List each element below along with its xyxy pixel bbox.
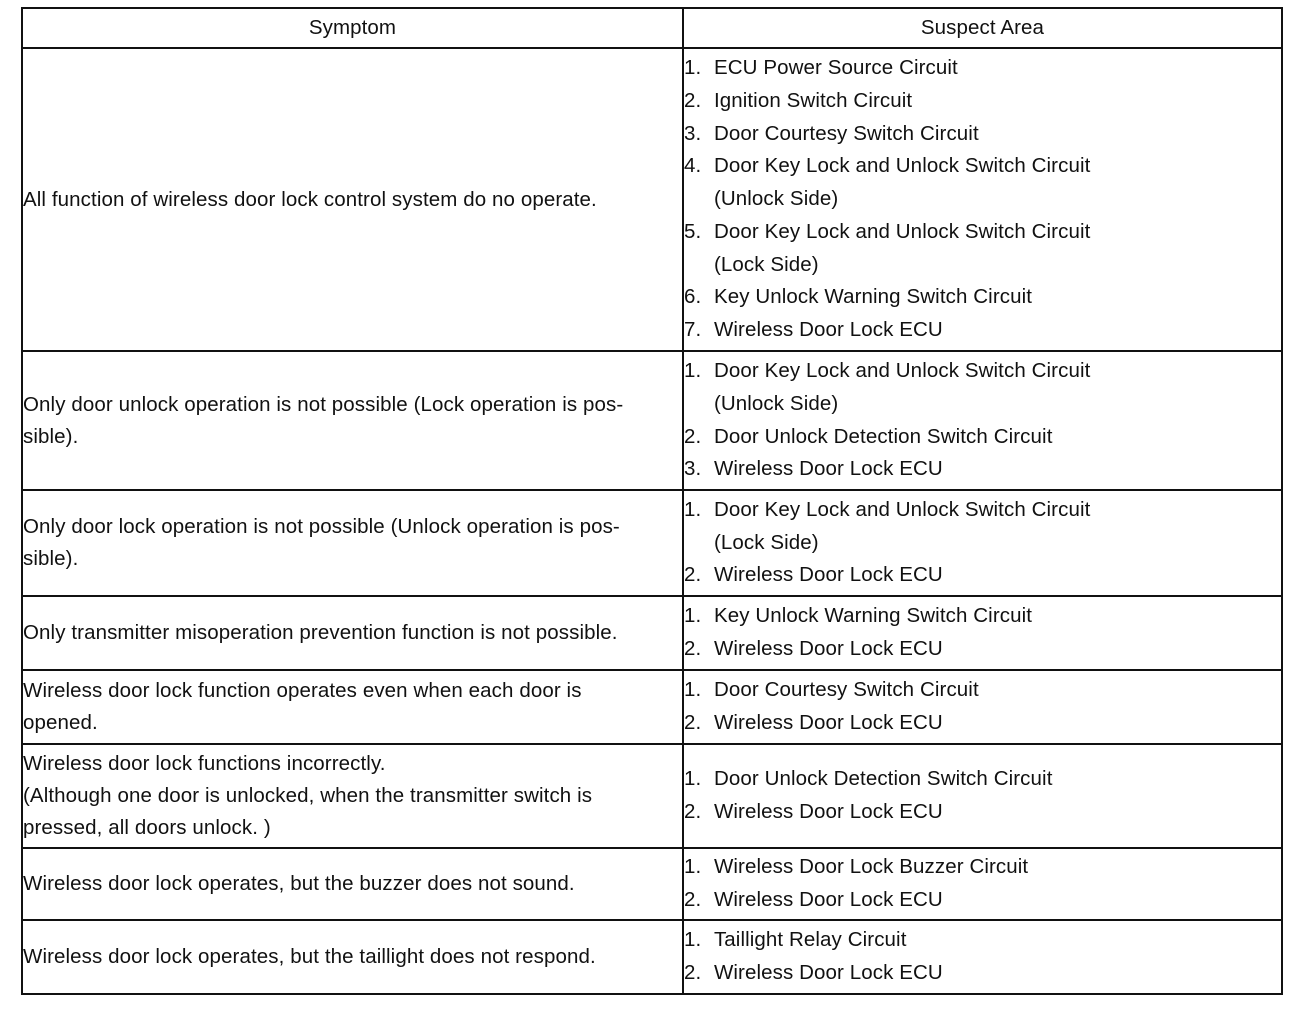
item-text: Taillight Relay Circuit [713,928,907,952]
item-text: (Unlock Side) [713,187,839,211]
suspect-area-item [684,52,1281,85]
item-number: 2. [683,88,702,112]
suspect-area-item [684,957,1281,990]
suspect-area-cell [683,920,1282,994]
symptom-text-line: Only door lock operation is not possible (Unlock operation is pos- [23,515,620,538]
suspect-area-item [684,494,1281,527]
item-text: Wireless Door Lock ECU [713,961,943,984]
suspect-area-list [684,674,1281,740]
suspect-area-item [684,314,1281,347]
item-number: 1. [683,928,702,952]
suspect-area-item [684,421,1281,454]
symptom-text-line: All function of wireless door lock control system do no operate. [23,187,597,211]
suspect-area-item [684,183,1281,216]
table-row [22,596,1282,670]
item-number: 1. [683,604,702,628]
item-number: 2. [683,711,702,734]
item-number: 2. [683,961,702,984]
item-number: 6. [683,285,702,309]
suspect-area-cell [683,351,1282,490]
item-text: ECU Power Source Circuit [713,55,958,79]
suspect-area-item [684,216,1281,249]
symptom-text-line: Wireless door lock operates, but the buzzer does not sound. [23,872,575,895]
suspect-area-item [684,85,1281,118]
table-row [22,490,1282,596]
suspect-area-item [684,527,1281,560]
item-number: 2. [683,888,702,911]
suspect-area-cell [683,490,1282,596]
item-text: Wireless Door Lock ECU [713,563,943,587]
table-row [22,351,1282,490]
item-text: Key Unlock Warning Switch Circuit [713,604,1033,628]
item-text: Door Key Lock and Unlock Switch Circuit [713,154,1091,178]
item-number: 2. [683,800,702,823]
suspect-area-cell [683,848,1282,920]
item-number: 3. [683,457,702,481]
table-row [22,670,1282,744]
item-text: Wireless Door Lock Buzzer Circuit [713,855,1029,879]
symptom-cell [22,920,683,994]
suspect-area-list [684,494,1281,592]
suspect-area-item [684,281,1281,314]
item-text: Wireless Door Lock ECU [713,637,943,660]
symptom-cell [22,670,683,744]
suspect-area-list [684,851,1281,917]
item-number: 1. [683,55,702,79]
suspect-area-item [684,707,1281,740]
suspect-area-item [684,851,1281,884]
symptom-cell [22,848,683,920]
header-suspect-area: Suspect Area [683,8,1282,48]
suspect-area-cell [683,744,1282,848]
item-text: Wireless Door Lock ECU [713,888,943,911]
suspect-area-item [684,796,1281,829]
item-number: 2. [683,637,702,660]
item-text: Door Courtesy Switch Circuit [713,678,979,702]
item-text: (Unlock Side) [713,391,839,415]
item-text: Door Key Lock and Unlock Switch Circuit [713,219,1091,243]
suspect-area-item [684,600,1281,633]
item-number: 1. [683,497,702,521]
item-number: 1. [683,358,702,382]
symptom-text-line: Wireless door lock function operates even when each door is [23,679,582,702]
item-text: Door Courtesy Switch Circuit [713,121,979,145]
suspect-area-item [684,388,1281,421]
item-number: 4. [683,154,702,178]
item-text: Wireless Door Lock ECU [713,711,943,734]
symptom-text-line: (Although one door is unlocked, when the transmitter switch is [23,784,593,807]
table-row [22,920,1282,994]
table-row [22,744,1282,848]
suspect-area-list [684,763,1281,829]
symptom-cell [22,351,683,490]
suspect-area-cell [683,670,1282,744]
symptom-text-line: opened. [23,711,98,734]
item-text: Wireless Door Lock ECU [713,318,943,342]
item-number: 5. [683,219,702,243]
item-number: 1. [683,767,702,791]
item-number: 7. [683,318,702,342]
suspect-area-item [684,924,1281,957]
symptom-text-line: sible). [23,547,79,570]
suspect-area-item [684,453,1281,486]
item-text: Key Unlock Warning Switch Circuit [713,285,1033,309]
suspect-area-cell [683,596,1282,670]
suspect-area-list [684,52,1281,347]
table-row [22,848,1282,920]
symptom-cell [22,490,683,596]
suspect-area-item [684,763,1281,796]
suspect-area-item [684,674,1281,707]
symptom-text-line: Only transmitter misoperation prevention function is not possible. [23,621,618,644]
suspect-area-item [684,355,1281,388]
item-text: Door Unlock Detection Switch Circuit [713,424,1053,448]
symptom-text-line: Wireless door lock operates, but the taillight does not respond. [23,945,596,968]
suspect-area-list [684,355,1281,486]
suspect-area-list [684,600,1281,666]
item-text: Wireless Door Lock ECU [713,457,943,481]
item-text: Wireless Door Lock ECU [713,800,943,823]
symptom-cell [22,596,683,670]
suspect-area-item [684,249,1281,282]
symptom-text-line: Wireless door lock functions incorrectly. [23,752,386,775]
header-row [22,8,1282,48]
table-row [22,48,1282,351]
symptom-text-line: pressed, all doors unlock. ) [23,816,271,839]
header-symptom: Symptom [22,8,683,48]
item-text: (Lock Side) [713,530,819,554]
suspect-area-item [684,633,1281,666]
suspect-area-item [684,884,1281,917]
suspect-area-item [684,559,1281,592]
item-text: Ignition Switch Circuit [713,88,913,112]
item-number: 2. [683,424,702,448]
suspect-area-cell [683,48,1282,351]
suspect-area-item [684,118,1281,151]
symptom-cell [22,48,683,351]
item-text: Door Key Lock and Unlock Switch Circuit [713,497,1091,521]
item-text: (Lock Side) [713,252,819,276]
item-number: 1. [683,855,702,879]
item-text: Door Key Lock and Unlock Switch Circuit [713,358,1091,382]
symptom-text-line: Only door unlock operation is not possible (Lock operation is pos- [23,392,624,416]
item-number: 1. [683,678,702,702]
suspect-area-list [684,924,1281,990]
item-number: 2. [683,563,702,587]
symptom-cell [22,744,683,848]
symptom-text-line: sible). [23,424,79,448]
item-text: Door Unlock Detection Switch Circuit [713,767,1053,791]
item-number: 3. [683,121,702,145]
table-body [22,48,1282,994]
symptom-table [21,7,1283,995]
suspect-area-item [684,150,1281,183]
